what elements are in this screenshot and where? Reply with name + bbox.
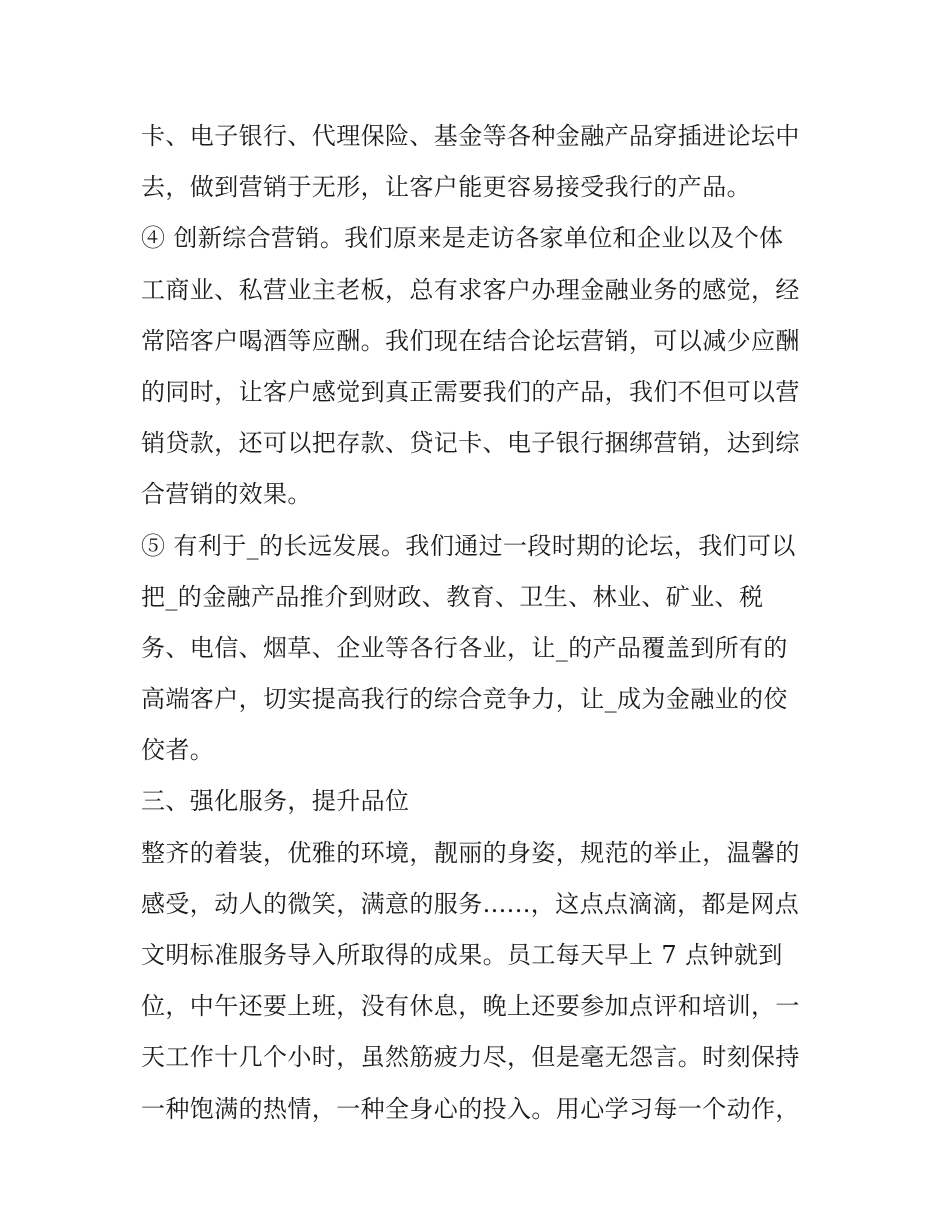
text-line-19: 天工作十几个小时，虽然筋疲力尽，但是毫无怨言。时刻保持 — [141, 1043, 800, 1072]
text-line-12: 高端客户，切实提高我行的综合竞争力，让_成为金融业的佼 — [141, 685, 788, 714]
text-line-11: 务、电信、烟草、企业等各行各业，让_的产品覆盖到所有的 — [141, 633, 788, 662]
text-line-1: 卡、电子银行、代理保险、基金等各种金融产品穿插进论坛中 — [141, 122, 800, 150]
text-line-16: 感受，动人的微笑，满意的服务......，这点点滴滴，都是网点 — [141, 889, 800, 918]
text-line-4: 工商业、私营业主老板，总有求客户办理金融业务的感觉，经 — [141, 275, 800, 304]
text-line-10: 把_的金融产品推介到财政、教育、卫生、林业、矿业、税 — [141, 582, 764, 611]
text-line-9: ⑤ 有利于_的长远发展。我们通过一段时期的论坛，我们可以 — [141, 531, 796, 560]
text-line-18: 位，中午还要上班，没有休息，晚上还要参加点评和培训，一 — [141, 992, 800, 1021]
text-line-15: 整齐的着装，优雅的环境，靓丽的身姿，规范的举止，温馨的 — [141, 838, 800, 867]
text-line-8: 合营销的效果。 — [141, 480, 312, 509]
document-body — [141, 111, 821, 1135]
text-line-3: ④ 创新综合营销。我们原来是走访各家单位和企业以及个体 — [141, 224, 784, 253]
text-line-17: 文明标准服务导入所取得的成果。员工每天早上 7 点钟就到 — [141, 941, 783, 969]
text-line-7: 销贷款，还可以把存款、贷记卡、电子银行捆绑营销，达到综 — [141, 429, 800, 458]
text-line-20: 一种饱满的热情，一种全身心的投入。用心学习每一个动作， — [141, 1094, 800, 1123]
text-line-5: 常陪客户喝酒等应酬。我们现在结合论坛营销，可以减少应酬 — [141, 326, 800, 355]
text-line-13: 佼者。 — [141, 736, 215, 765]
text-line-2: 去，做到营销于无形，让客户能更容易接受我行的产品。 — [141, 173, 751, 202]
section-heading: 三、强化服务，提升品位 — [141, 787, 410, 816]
text-line-6: 的同时，让客户感觉到真正需要我们的产品，我们不但可以营 — [141, 377, 800, 406]
